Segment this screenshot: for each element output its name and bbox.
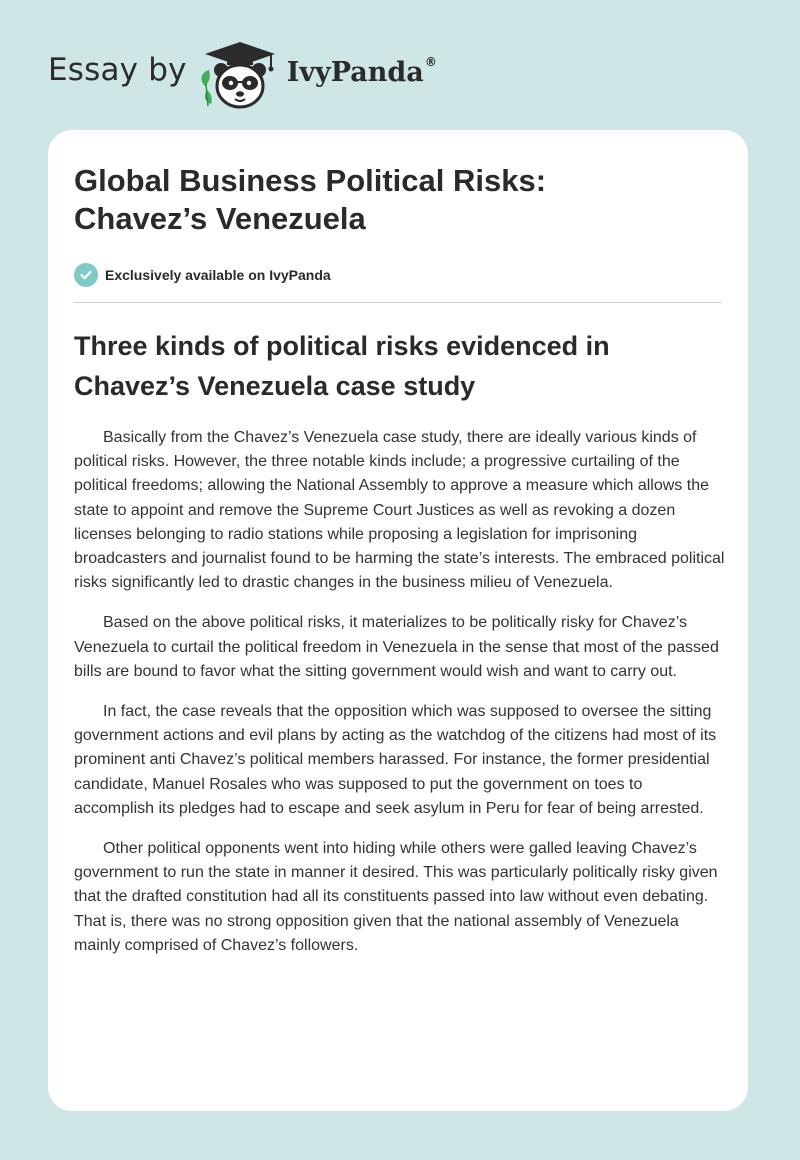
document-title-line-1: Global Business Political Risks: <box>74 163 547 198</box>
exclusive-badge-label: Exclusively available on IvyPanda <box>105 267 331 283</box>
site-header <box>48 34 437 114</box>
section-heading: Three kinds of political risks evidenced in Chavez’s Venezuela case study <box>74 331 610 401</box>
brand-text: IvyPanda <box>286 56 424 88</box>
document-title <box>74 162 714 238</box>
paragraph-2: Based on the above political risks, it materializes to be politically risky for Chavez’s Venezuela to curtail the political freedom in Venezuela in the sense that most of the passed bills are bound to favor what the sitting government would wish and want to carry out. <box>74 614 719 680</box>
essay-card <box>48 130 748 1111</box>
paragraph-1: Basically from the Chavez’s Venezuela case study, there are ideally various kinds of political risks. However, the three notable kinds include; a progressive curtailing of the political freedoms; allowing the National Assembly to approve a measure which allows the state to appoint and remove the Supreme Court Justices as well as revoking a dozen licenses belonging to radio stations while proposing a legislation for imprisoning broadcasters and journalist found to be harming the state’s interests. The embraced political risks significantly led to drastic changes in the business milieu of Venezuela. <box>74 429 725 592</box>
paragraph-3: In fact, the case reveals that the opposition which was supposed to oversee the sitting government actions and evil plans by acting as the watchdog of the citizens had most of its prominent anti Chavez’s political members harassed. For instance, the former presidential candidate, Manuel Rosales who was supposed to put the government on toes to accomplish its pledges had to escape and seek asylum in Peru for fear of being arrested. <box>74 703 717 817</box>
brand-name[interactable] <box>286 54 437 88</box>
check-circle-icon <box>74 263 98 287</box>
exclusive-badge <box>74 263 331 287</box>
title-divider <box>74 302 722 303</box>
essay-body <box>74 426 726 974</box>
paragraph-4: Other political opponents went into hiding while others were galled leaving Chavez’s government to run the state in manner it desired. This was particularly politically risky given that the drafted constitution had all its constituents passed into law without even debating. That is, there was no strong opposition given that the national assembly of Venezuela mainly comprised of Chavez’s followers. <box>74 840 718 954</box>
essay-by-label: Essay by <box>48 52 187 88</box>
registered-mark: ® <box>424 54 437 69</box>
document-title-line-2: Chavez’s Venezuela <box>74 201 366 236</box>
panda-logo-icon[interactable] <box>197 38 283 110</box>
